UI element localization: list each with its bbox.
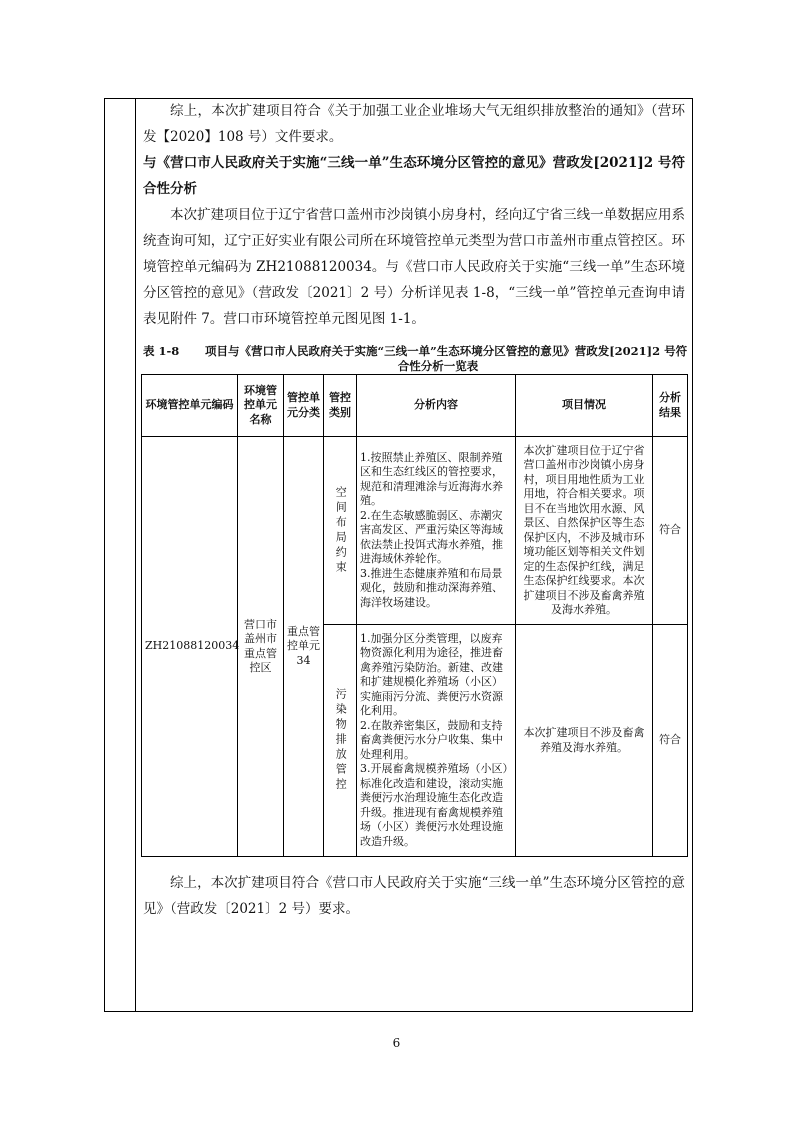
header-analysis: 分析内容: [357, 375, 516, 437]
table-title-line1: 项目与《营口市人民政府关于实施“三线一单”生态环境分区管控的意见》营政发[2021]2 号符: [205, 344, 688, 358]
analysis-cell: [357, 625, 516, 857]
header-unit-type: 管控单元分类: [284, 375, 324, 437]
intro-section: [143, 98, 685, 332]
category-label: 污染物排放管控: [334, 688, 348, 793]
conclusion-section: [143, 870, 685, 922]
page-number: 6: [392, 1036, 401, 1050]
category-label: 空间布局约束: [334, 485, 348, 576]
analysis-item: 3.推进生态健康养殖和布局景观化，鼓励和推动深海养殖、海洋牧场建设。: [360, 566, 503, 609]
conclusion-paragraph: 综上，本次扩建项目符合《营口市人民政府关于实施“三线一单”生态环境分区管控的意见》（营政发〔2021〕2 号）要求。: [143, 875, 685, 917]
result-cell: 符合: [653, 437, 688, 625]
unit-type-cell: 重点管控单元34: [284, 437, 324, 857]
analysis-item: 3.开展畜禽规模养殖场（小区）标准化改造和建设，滚动实施粪便污水治理设施生态化改造升级。推进现有畜禽规模养殖场（小区）粪便污水处理设施改造升级。: [360, 762, 508, 848]
analysis-cell: [357, 437, 516, 625]
category-cell: [324, 437, 357, 625]
section-heading: 与《营口市人民政府关于实施“三线一单”生态环境分区管控的意见》营政发[2021]2 号符合性分析: [143, 155, 685, 197]
intro-paragraph-2: 本次扩建项目位于辽宁省营口盖州市沙岗镇小房身村，经向辽宁省三线一单数据应用系统查询可知，辽宁正好实业有限公司所在环境管控单元类型为营口市盖州市重点管控区。环境管控单元编码为 ZH21088120034。与《营口市人民政府关于实施“三线一单”生态环境分区管控的意见》（营政发〔2021〕2 号）分析详见表 1-8，“三线一单”管控单元查询申请表见附件 7。营口市环境管控单元图见图 1-1。: [143, 207, 685, 327]
compliance-table: [141, 374, 688, 857]
analysis-item: 1.按照禁止养殖区、限制养殖区和生态红线区的管控要求，规范和清理滩涂与近海海水养殖。: [360, 450, 503, 508]
unit-code-cell: ZH21088120034: [142, 437, 238, 857]
table-title-line2: 合性分析一览表: [397, 359, 479, 373]
analysis-item: 2.在散养密集区，鼓励和支持畜禽粪便污水分户收集、集中处理利用。: [360, 718, 503, 761]
header-result: 分析结果: [653, 375, 688, 437]
unit-name-cell: 营口市盖州市重点管控区: [238, 437, 284, 857]
analysis-item: 1.加强分区分类管理，以废弃物资源化利用为途径，推进畜禽养殖污染防治。新建、改建和扩建规模化养殖场（小区）实施雨污分流、粪便污水资源化利用。: [360, 631, 503, 718]
header-control-type: 管控类别: [324, 375, 357, 437]
category-cell: [324, 625, 357, 857]
intro-paragraph-1: 综上，本次扩建项目符合《关于加强工业企业堆场大气无组织排放整治的通知》（营环发【2020】108 号）文件要求。: [143, 103, 685, 145]
analysis-item: 2.在生态敏感脆弱区、赤潮灾害高发区、严重污染区等海域依法禁止投饵式海水养殖，推进海域休养轮作。: [360, 508, 503, 566]
header-unit-name: 环境管控单元名称: [238, 375, 284, 437]
table-caption: [143, 344, 693, 374]
table-header-row: [142, 375, 688, 437]
result-cell: 符合: [653, 625, 688, 857]
situation-cell: 本次扩建项目位于辽宁省营口盖州市沙岗镇小房身村，项目用地性质为工业用地，符合相关要求。项目不在当地饮用水源、风景区、自然保护区等生态保护区内，不涉及城市环境功能区划等相关文件划定的生态保护红线，满足生态保护红线要求。本次扩建项目不涉及畜禽养殖及海水养殖。: [516, 437, 653, 625]
table-number: 表 1-8: [143, 344, 180, 358]
situation-cell: 本次扩建项目不涉及畜禽养殖及海水养殖。: [516, 625, 653, 857]
table-row: [142, 437, 688, 625]
frame-divider: [135, 98, 136, 1012]
header-code: 环境管控单元编码: [142, 375, 238, 437]
header-situation: 项目情况: [516, 375, 653, 437]
